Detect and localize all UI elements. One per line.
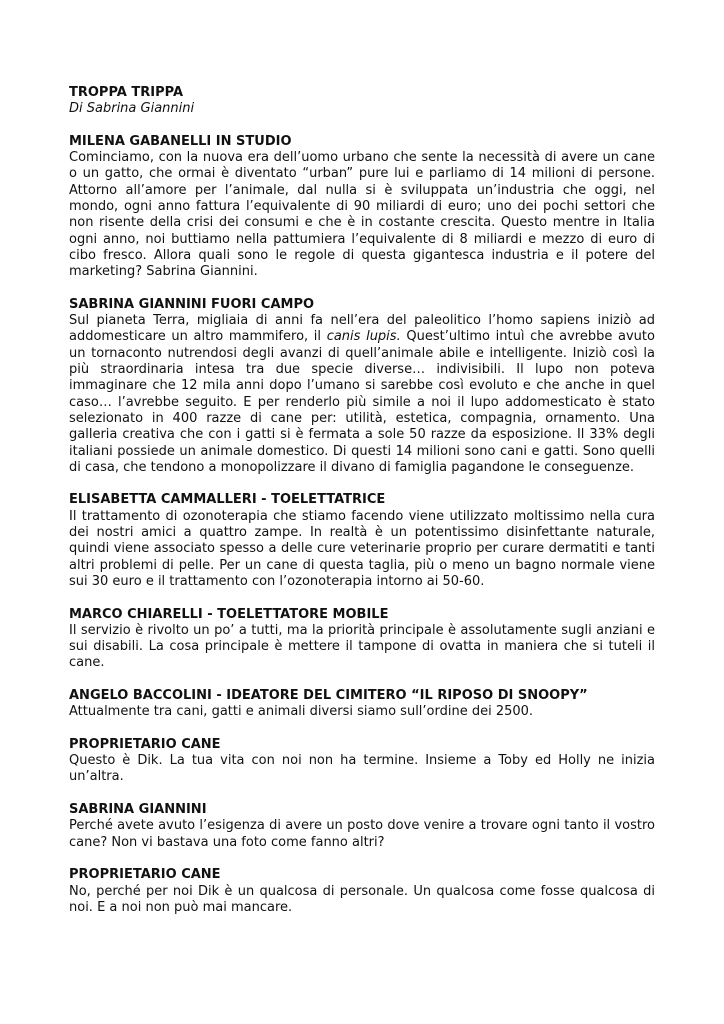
section-text: Attualmente tra cani, gatti e animali diversi siamo sull’ordine dei 2500.: [69, 704, 534, 720]
section-text-part: Sul pianeta Terra, migliaia di anni fa nell’era del paleolitico l’homo sapiens iniziò ad addomesticare un altro mammifero, il: [69, 313, 655, 345]
section-text: No, perché per noi Dik è un qualcosa di personale. Un qualcosa come fosse qualcosa di noi. E a noi non può mai mancare.: [69, 883, 655, 915]
section-giannini-fuori-campo: [69, 297, 655, 476]
speaker-heading: ELISABETTA CAMMALLERI - TOELETTATRICE: [69, 492, 386, 508]
section-text: [69, 313, 655, 476]
section-cammalleri: [69, 492, 655, 590]
section-text-part: Quest’ultimo intuì che avrebbe avuto un tornaconto nutrendosi degli avanzi di quell’animale abile e intelligente. Iniziò così la più straordinaria intesa tra due specie diverse… indivisibili. Il lupo non poteva immaginare che 12 mila anni dopo l’umano si sarebbe così evoluto e che anche in quel caso… l’avrebbe seguito. E per renderlo più simile a noi il lupo addomesticato è stato selezionato in 400 razze di cane per: utilità, estetica, compagnia, ornamento. Una galleria creativa che con i gatti si è fermata a sole 50 razze da esposizione. Il 33% degli italiani possiede un animale domestico. Di questi 14 milioni sono cani e gatti. Sono quelli di casa, che tendono a monopolizzare il divano di famiglia pagandone le conseguenze.: [69, 329, 655, 475]
section-gabanelli: [69, 134, 655, 281]
section-chiarelli: [69, 607, 655, 672]
section-text: Questo è Dik. La tua vita con noi non ha termine. Insieme a Toby ed Holly ne inizia un’altra.: [69, 753, 655, 785]
section-text: Cominciamo, con la nuova era dell’uomo urbano che sente la necessità di avere un cane o un gatto, che ormai è diventato “urban” pure lui e parliamo di 14 milioni di persone. Attorno all’amore per l’animale, dal nulla si è sviluppata un’industria che oggi, nel mondo, ogni anno fattura l’equivalente di 90 miliardi di euro; uno dei pochi settori che non risente della crisi dei consumi e che è in costante crescita. Questo mentre in Italia ogni anno, noi buttiamo nella pattumiera l’equivalente di 8 miliardi e mezzo di euro di cibo fresco. Allora quali sono le regole di questa gigantesca industria e il potere del marketing? Sabrina Giannini.: [69, 150, 655, 280]
document-byline: Di Sabrina Giannini: [69, 101, 195, 117]
section-giannini: [69, 802, 655, 851]
section-text: Il servizio è rivolto un po’ a tutti, ma la priorità principale è assolutamente sugli anziani e sui disabili. La cosa principale è mettere il tampone di ovatta in maniera che si tuteli il cane.: [69, 622, 655, 671]
section-baccolini: [69, 688, 655, 721]
section-proprietario-2: [69, 867, 655, 916]
section-proprietario-1: [69, 737, 655, 786]
speaker-heading: MILENA GABANELLI IN STUDIO: [69, 133, 292, 149]
section-text: Perché avete avuto l’esigenza di avere un posto dove venire a trovare ogni tanto il vostro cane? Non vi bastava una foto come fanno altri?: [69, 818, 655, 850]
document-title: TROPPA TRIPPA: [69, 85, 184, 100]
speaker-heading: ANGELO BACCOLINI - IDEATORE DEL CIMITERO “IL RIPOSO DI SNOOPY”: [69, 687, 588, 703]
speaker-heading: MARCO CHIARELLI - TOELETTATORE MOBILE: [69, 606, 389, 622]
italic-term: canis lupis.: [326, 329, 401, 345]
speaker-heading: PROPRIETARIO CANE: [69, 867, 221, 883]
document-page: [69, 85, 655, 932]
section-text: Il trattamento di ozonoterapia che stiamo facendo viene utilizzato moltissimo nella cura dei nostri amici a quattro zampe. In realtà è un potentissimo disinfettante naturale, quindi viene associato spesso a delle cure veterinarie proprio per curare dermatiti e tanti altri problemi di pelle. Per un cane di questa taglia, più o meno un bagno normale viene sui 30 euro e il trattamento con l’ozonoterapia intorno ai 50-60.: [69, 508, 655, 589]
speaker-heading: PROPRIETARIO CANE: [69, 736, 221, 752]
speaker-heading: SABRINA GIANNINI FUORI CAMPO: [69, 296, 315, 312]
speaker-heading: SABRINA GIANNINI: [69, 802, 207, 818]
